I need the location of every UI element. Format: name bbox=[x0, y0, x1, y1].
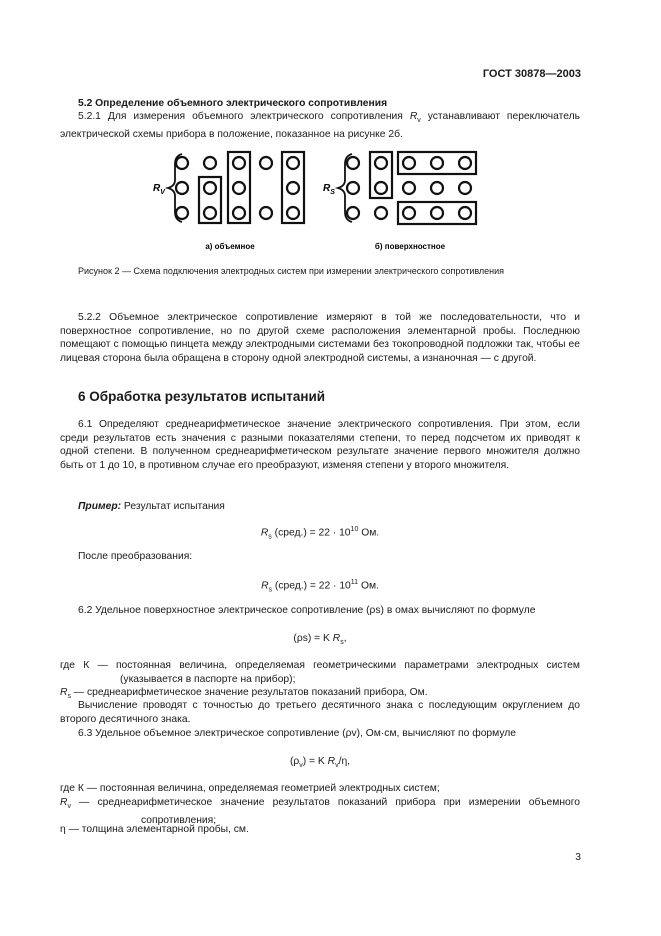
rs-definition: $R_s$ — среднеарифметическое значение результатов показаний прибора, Ом. bbox=[60, 687, 428, 701]
formula-rho-s: (ρs) = K $R_s$, bbox=[293, 633, 347, 647]
paragraph-5-2-1: 5.2.1 Для измерения объемного электрического сопротивления $R_v$ устанавливают переключатель электрической схемы прибора в положение, показанное на рисунке 2б. bbox=[60, 111, 580, 140]
example-line: Пример: Результат испытания bbox=[78, 501, 225, 512]
section-5-2-title: 5.2 Определение объемного электрического сопротивления bbox=[78, 98, 388, 109]
section-6-title: 6 Обработка результатов испытаний bbox=[78, 389, 326, 404]
paragraph-6-1: 6.1 Определяют среднеарифметическое значение электрического сопротивления. При этом, если среди результатов есть значения с разными показателями степени, то перед подсчетом их приводят к одной степени. В полученном среднеарифметическом результате значение первого множителя должно быть от 1 до 10, в противном случае его преобразуют, изменяя степени у второго множителя. bbox=[60, 419, 580, 471]
formula-rho-v: $(\rho_v) = K$ $R_v/\eta$, bbox=[289, 756, 351, 770]
calc-precision-note: Вычисление проводят с точностью до третьего десятичного знака с последующим округлением до второго десятичного знака. bbox=[60, 700, 580, 725]
paragraph-5-2-2: 5.2.2 Объемное электрическое сопротивление измеряют в той же последовательности, что и поверхностное сопротивление, но по другой схеме расположения элементарной пробы. Последнюю помещают с помощью пинцета между электродными системами без токопроводной подложки так, чтобы ее лицевая сторона была обращена в сторону одной электродной системы, а изнаночная — с другой. bbox=[60, 312, 580, 364]
rv-definition: $R_v$ — среднеарифметическое значение результатов показаний прибора при измерении объемного сопротивления; bbox=[60, 797, 580, 826]
label-rs: $R_S$ bbox=[323, 183, 335, 196]
page-number: 3 bbox=[575, 852, 581, 863]
where-k-1: где К — постоянная величина, определяемая геометрическими параметрами электродных систем (указывается в паспорте на прибор); bbox=[60, 660, 580, 685]
figure-caption: Рисунок 2 — Схема подключения электродных систем при измерении электрического сопротивления bbox=[78, 266, 505, 276]
where-k-2: где К — постоянная величина, определяемая геометрией электродных систем; bbox=[60, 783, 440, 794]
document-code: ГОСТ 30878—2003 bbox=[482, 68, 581, 80]
paragraph-6-2: 6.2 Удельное поверхностное электрическое сопротивление (ρs) в омах вычисляют по формуле bbox=[78, 605, 536, 616]
formula-rs-after: $R_s$ (сред.) = $22 \cdot 10^{11}$ Ом. bbox=[261, 579, 379, 594]
eta-definition: η — толщина элементарной пробы, см. bbox=[60, 824, 249, 835]
caption-surface: б) поверхностное bbox=[374, 242, 446, 251]
paragraph-6-3: 6.3 Удельное объемное электрическое сопротивление (ρv), Ом·см, вычисляют по формуле bbox=[78, 728, 516, 739]
after-conversion-label: После преобразования: bbox=[78, 551, 193, 562]
caption-volume: а) объемное bbox=[205, 242, 255, 251]
label-rv: $R_V$ bbox=[153, 183, 165, 196]
formula-rs-before: $R_s$ (сред.) = $22 \cdot 10^{10}$ Ом. bbox=[260, 526, 380, 541]
electrode-diagram bbox=[140, 146, 490, 258]
